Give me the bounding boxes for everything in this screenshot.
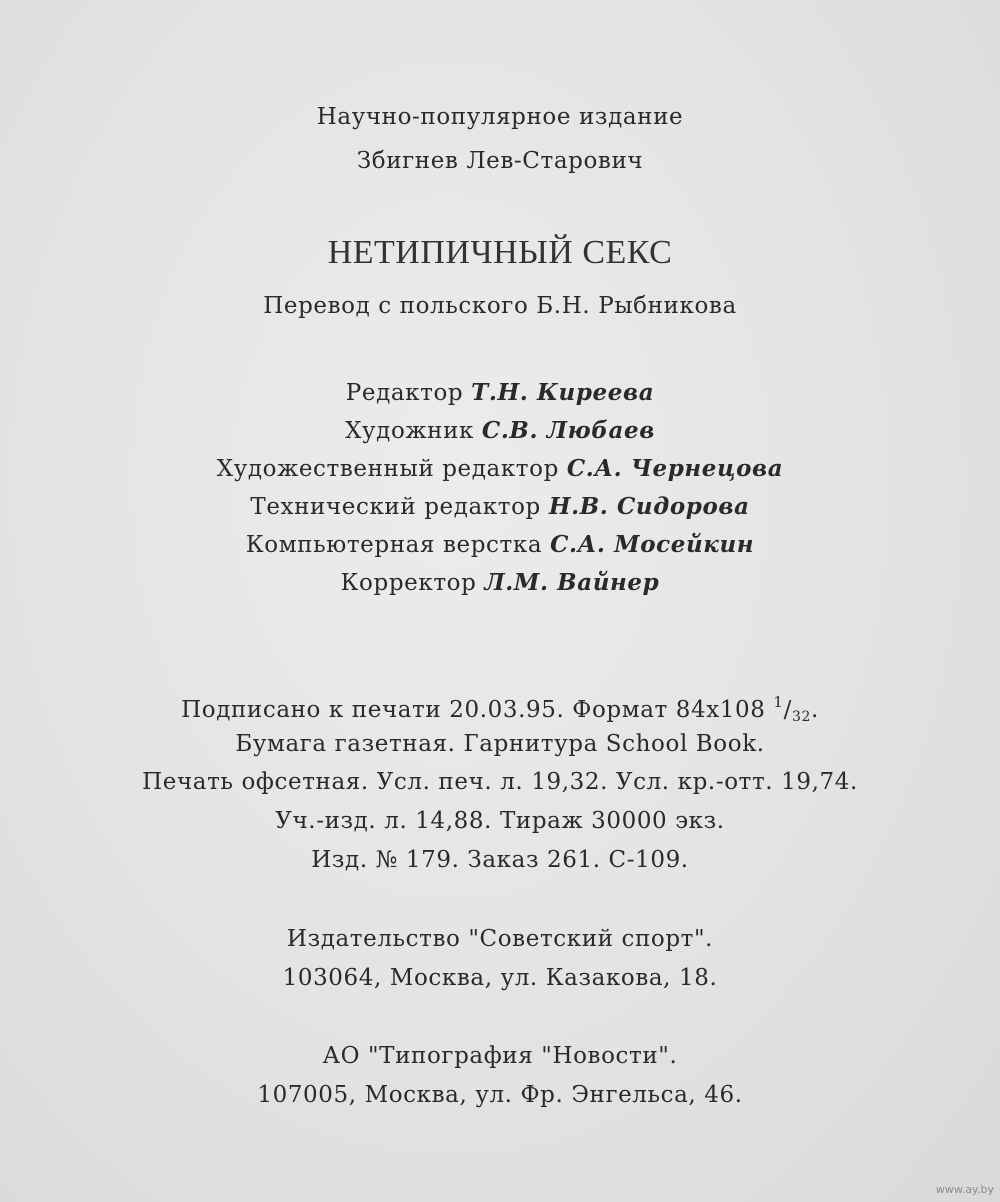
format-fraction-denominator: 32 — [791, 709, 811, 725]
credit-layout — [0, 531, 1000, 558]
printer-name: АО "Типография "Новости". — [322, 1043, 678, 1069]
credit-artist — [0, 417, 1000, 444]
author-line: Збигнев Лев-Старович — [356, 148, 644, 174]
credit-role: Компьютерная верстка — [245, 532, 543, 558]
credit-role: Редактор — [345, 380, 464, 406]
credit-person: Т.Н. Киреева — [471, 379, 655, 406]
print-info-line-2: Бумага газетная. Гарнитура School Book. — [235, 731, 765, 757]
print-info-line-3: Печать офсетная. Усл. печ. л. 19,32. Усл. кр.-отт. 19,74. — [142, 769, 858, 795]
print-info-text: Подписано к печати 20.03.95. Формат 84х108 — [181, 697, 774, 723]
credit-art-editor — [0, 455, 1000, 482]
credit-person: С.А. Чернецова — [566, 455, 784, 482]
genre-line: Научно-популярное издание — [316, 104, 684, 130]
credit-person: С.В. Любаев — [481, 417, 655, 444]
credit-role: Корректор — [340, 570, 477, 596]
credit-role: Художественный редактор — [216, 456, 559, 482]
credit-person: Н.В. Сидорова — [548, 493, 750, 520]
credit-person: С.А. Мосейкин — [550, 531, 755, 558]
credit-tech-editor — [0, 493, 1000, 520]
credit-role: Художник — [345, 418, 474, 444]
format-fraction-numerator: 1 — [773, 693, 784, 711]
printer-address: 107005, Москва, ул. Фр. Энгельса, 46. — [257, 1082, 743, 1108]
print-info-line-5: Изд. № 179. Заказ 261. С-109. — [311, 847, 689, 873]
credit-person: Л.М. Вайнер — [484, 569, 660, 596]
print-info-line-4: Уч.-изд. л. 14,88. Тираж 30000 экз. — [275, 808, 725, 834]
translation-line: Перевод с польского Б.Н. Рыбникова — [263, 293, 737, 319]
print-info-end: . — [810, 697, 819, 723]
credit-role: Технический редактор — [250, 494, 541, 520]
publisher-address: 103064, Москва, ул. Казакова, 18. — [282, 965, 718, 991]
print-info-line-1: Подписано к печати 20.03.95. Формат 84х108 $^1/_{32}$. — [181, 693, 819, 725]
publisher-name: Издательство "Советский спорт". — [286, 926, 714, 952]
credit-proofreader — [0, 569, 1000, 596]
book-title: НЕТИПИЧНЫЙ СЕКС — [327, 234, 673, 271]
watermark: www.ay.by — [935, 1183, 994, 1196]
credit-editor — [0, 379, 1000, 406]
